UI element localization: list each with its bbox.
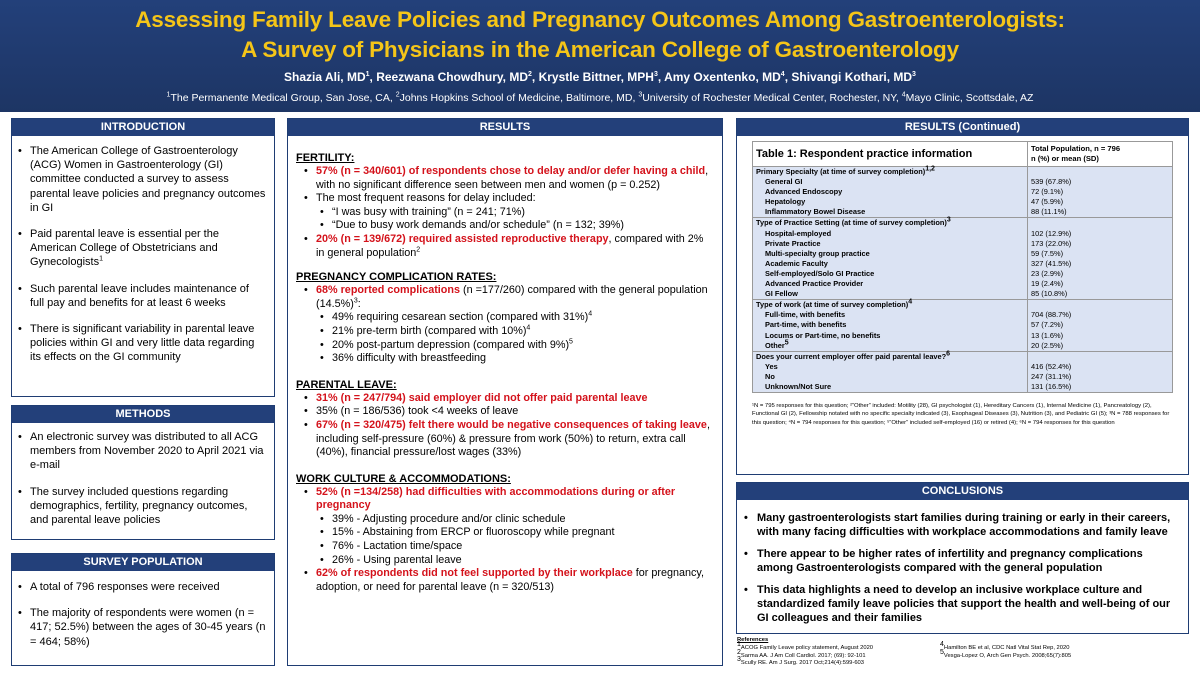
reference-item: $^3$Scully RE. Am J Surg. 2017 Oct;214(4):599-603	[737, 656, 864, 667]
table-cell-label: Advanced Practice Provider	[753, 279, 1028, 289]
reference-item: $^5$Vesga-Lopez O, Arch Gen Psych. 2008;65(7):805	[940, 648, 1072, 659]
table-cell-label: Multi-specialty group practice	[753, 249, 1028, 259]
table-row	[753, 320, 1173, 330]
table-cell-label: Hepatology	[753, 197, 1028, 207]
table-row	[753, 177, 1173, 187]
author: Shazia Ali, MD	[284, 70, 366, 84]
table-row	[753, 249, 1173, 259]
poster-header	[0, 0, 1200, 112]
list-item: • 67% (n = 320/475) felt there would be negative consequences of taking leave, including self-pressure (60%) & pressure from work (50%) to return, extra call (40%), financial pressure/lost wages (33%)	[296, 419, 714, 460]
affiliation: Johns Hopkins School of Medicine, Baltimore, MD,	[399, 92, 639, 104]
poster-title-line1: Assessing Family Leave Policies and Pregnancy Outcomes Among Gastroenterologists:	[135, 7, 1065, 32]
table-category-row	[753, 218, 1173, 229]
table-cell-value: 102 (12.9%)	[1028, 229, 1173, 239]
table-row	[753, 331, 1173, 341]
practice-info-table	[752, 141, 1173, 393]
table-cell-label: Primary Specialty (at time of survey completion)$^{1,2}$	[753, 167, 1028, 178]
table-cell-value: 59 (7.5%)	[1028, 249, 1173, 259]
list-item: • There is significant variability in parental leave policies within GI and very little data regarding its effects on the GI community	[12, 322, 266, 365]
table-cell-label: Inflammatory Bowel Disease	[753, 207, 1028, 218]
list-item: • 31% (n = 247/794) said employer did not offer paid parental leave	[296, 392, 714, 406]
table-cell-value: 416 (52.4%)	[1028, 362, 1173, 372]
table-cell-value	[1028, 351, 1173, 362]
fertility-heading: FERTILITY:	[296, 152, 355, 164]
table-row	[753, 229, 1173, 239]
table-row	[753, 207, 1173, 218]
affiliation: The Permanente Medical Group, San Jose, CA,	[170, 92, 396, 104]
list-item: • “I was busy with training” (n = 241; 71%)	[296, 206, 714, 220]
table-cell-value	[1028, 300, 1173, 311]
reference-item: $^4$Hamilton BE et al, CDC Natl Vital Stat Rep, 2020	[940, 641, 1070, 651]
list-item: • 36% difficulty with breastfeeding	[296, 352, 714, 366]
table-cell-value: 247 (31.1%)	[1028, 372, 1173, 382]
list-item: • 62% of respondents did not feel supported by their workplace for pregnancy, adoption, or need for parental leave (n = 320/513)	[296, 567, 714, 594]
affiliations-line: $^1$The Permanente Medical Group, San Jose, CA, $^2$Johns Hopkins School of Medicine, Baltimore, MD, $^3$University of Rochester Medical Center, Rochester, NY, $^4$Mayo Clinic, Scottsdale, AZ	[166, 91, 1034, 104]
list-item: • The American College of Gastroenterology (ACG) Women in Gastroenterology (GI) committee conducted a survey to assess parental leave policies and pregnancy outcomes in GI	[12, 144, 266, 215]
table-cell-value: 47 (5.9%)	[1028, 197, 1173, 207]
table-cell-label: Type of work (at time of survey completion)$^4$	[753, 300, 1028, 311]
table-cell-value: 20 (2.5%)	[1028, 341, 1173, 352]
table-cell-label: No	[753, 372, 1028, 382]
list-item: • 52% (n =134/258) had difficulties with accommodations during or after pregnancy	[296, 486, 714, 513]
table-cell-label: Type of Practice Setting (at time of survey completion)$^3$	[753, 218, 1028, 229]
table-cell-label: Self-employed/Solo GI Practice	[753, 269, 1028, 279]
conclusions-section	[736, 482, 1189, 634]
table-cell-label: Yes	[753, 362, 1028, 372]
table-row	[753, 372, 1173, 382]
list-item: • 68% reported complications (n =177/260) compared with the general population $(14.5\%)^3$:	[296, 284, 714, 311]
survey-population-heading: SURVEY POPULATION	[12, 554, 274, 571]
reference-item: $^2$Sarma AA. J Am Coll Cardiol. 2017; (69): 92-101	[737, 648, 866, 659]
introduction-heading: INTRODUCTION	[12, 119, 274, 136]
list-item: • Such parental leave includes maintenance of full pay and benefits for at least 6 weeks	[12, 282, 266, 310]
list-item: • Many gastroenterologists start families during training or early in their careers, with many facing difficulties with workplace accommodations and family leave	[737, 512, 1180, 539]
table-cell-label: Unknown/Not Sure	[753, 382, 1028, 393]
table-cell-value: 57 (7.2%)	[1028, 320, 1173, 330]
table-row	[753, 289, 1173, 300]
references-title: References	[737, 637, 769, 643]
affiliation: Mayo Clinic, Scottsdale, AZ	[905, 92, 1034, 104]
results-section	[287, 118, 723, 666]
table-row	[753, 382, 1173, 393]
survey-population-section	[11, 553, 275, 666]
list-item: • 35% (n = 186/536) took <4 weeks of leave	[296, 405, 714, 419]
table-category-row	[753, 351, 1173, 362]
table-row	[753, 269, 1173, 279]
conclusions-heading: CONCLUSIONS	[737, 483, 1188, 500]
table-cell-value: 173 (22.0%)	[1028, 239, 1173, 249]
list-item: • The most frequent reasons for delay included:	[296, 192, 714, 206]
author: Reezwana Chowdhury, MD	[376, 70, 528, 84]
list-item: • 21% pre-term birth (compared with 10%)$^4$	[296, 325, 714, 339]
table-row	[753, 259, 1173, 269]
results-continued-section	[736, 118, 1189, 475]
table-column-header: Total Population, n = 796 n (%) or mean (SD)	[1028, 142, 1173, 167]
list-item: • 20% (n = 139/672) required assisted reproductive therapy, compared with 2% in general population$^2$	[296, 233, 714, 260]
table-cell-value	[1028, 218, 1173, 229]
author: Amy Oxentenko, MD	[664, 70, 781, 84]
table-cell-label: GI Fellow	[753, 289, 1028, 300]
authors-line: Shazia Ali, $MD^1$, Reezwana Chowdhury, $MD^2$, Krystle Bittner, MPH$^3$, Amy Oxentenko, $MD^4$, Shivangi Kothari, $MD^3$	[284, 70, 916, 84]
list-item: • This data highlights a need to develop an inclusive workplace culture and standardized family leave policies that support the health and well-being of our GI colleagues and their families	[737, 584, 1180, 625]
table-row	[753, 310, 1173, 320]
list-item: • The survey included questions regarding demographics, fertility, pregnancy outcomes, and parental leave policies	[12, 485, 266, 528]
list-item: • 15% - Abstaining from ERCP or fluoroscopy while pregnant	[296, 526, 714, 540]
table-cell-label: Part-time, with benefits	[753, 320, 1028, 330]
list-item: • 26% - Using parental leave	[296, 554, 714, 568]
results-heading: RESULTS	[288, 119, 722, 136]
table-cell-label: Does your current employer offer paid parental leave?$^6$	[753, 351, 1028, 362]
list-item: • There appear to be higher rates of infertility and pregnancy complications among Gastroenterologists compared with the general population	[737, 548, 1180, 575]
table-row	[753, 341, 1173, 352]
table-cell-label: Academic Faculty	[753, 259, 1028, 269]
table-row	[753, 239, 1173, 249]
list-item: • 57% (n = 340/601) of respondents chose to delay and/or defer having a child, with no significant difference seen between men and women (p = 0.252)	[296, 165, 714, 192]
table-cell-label: Advanced Endoscopy	[753, 187, 1028, 197]
table-cell-value: 13 (1.6%)	[1028, 331, 1173, 341]
results-continued-heading: RESULTS (Continued)	[737, 119, 1188, 136]
list-item: • 49% requiring cesarean section (compared with 31%)$^4$	[296, 311, 714, 325]
list-item: • A total of 796 responses were received	[12, 580, 266, 594]
table-header-row	[753, 142, 1173, 167]
table-cell-value: 72 (9.1%)	[1028, 187, 1173, 197]
table-cell-label: Hospital-employed	[753, 229, 1028, 239]
affiliation: University of Rochester Medical Center, Rochester, NY,	[642, 92, 902, 104]
table-cell-label: Full-time, with benefits	[753, 310, 1028, 320]
table-cell-value: 19 (2.4%)	[1028, 279, 1173, 289]
table-category-row	[753, 300, 1173, 311]
table-cell-value: 539 (67.8%)	[1028, 177, 1173, 187]
parental-leave-heading: PARENTAL LEAVE:	[296, 378, 397, 391]
methods-section	[11, 405, 275, 540]
table-cell-value: 85 (10.8%)	[1028, 289, 1173, 300]
references	[737, 637, 1189, 673]
list-item: • “Due to busy work demands and/or schedule” (n = 132; 39%)	[296, 219, 714, 233]
table-cell-label: General GI	[753, 177, 1028, 187]
table-cell-value: 327 (41.5%)	[1028, 259, 1173, 269]
work-culture-heading: WORK CULTURE & ACCOMMODATIONS:	[296, 472, 511, 485]
table-cell-label: Locums or Part-time, no benefits	[753, 331, 1028, 341]
list-item: • 76% - Lactation time/space	[296, 540, 714, 554]
table-title: Table 1: Respondent practice information	[753, 142, 1028, 167]
reference-item: $^1$ACOG Family Leave policy statement, August 2020	[737, 641, 874, 651]
list-item: • Paid parental leave is essential per the American College of Obstetricians and Gynecologists$^1$	[12, 227, 266, 270]
table-cell-value: 131 (16.5%)	[1028, 382, 1173, 393]
table-row	[753, 362, 1173, 372]
table-cell-value: 23 (2.9%)	[1028, 269, 1173, 279]
list-item: • An electronic survey was distributed to all ACG members from November 2020 to April 2021 via e-mail	[12, 430, 266, 473]
table-footnote: ¹N = 795 responses for this question; ²“Other” included: Motility (28), GI psychologist (1), Hereditary Cancers (1), Internal Medicine (1), Pancreatology (2), Functional GI (2), Fellowship notated with no specific specialty indicated (3), Esophageal Diseases (3), Nutrition (3), and Pediatric GI (5); ³N = 788 responses for this question; ⁴N = 794 responses for this question; ⁵“Other” included self-employed (16) or retired (4); ⁶N = 794 responses for this question	[752, 403, 1170, 426]
table-row	[753, 187, 1173, 197]
table-row	[753, 197, 1173, 207]
table-cell-value: 88 (11.1%)	[1028, 207, 1173, 218]
table-category-row	[753, 167, 1173, 178]
table-row	[753, 279, 1173, 289]
list-item: • The majority of respondents were women (n = 417; 52.5%) between the ages of 30-45 years (n = 464; 58%)	[12, 606, 266, 649]
complications-heading: PREGNANCY COMPLICATION RATES:	[296, 271, 497, 284]
table-cell-label: Other$^5$	[753, 341, 1028, 352]
author: Shivangi Kothari, MD	[791, 70, 913, 84]
list-item: • 39% - Adjusting procedure and/or clinic schedule	[296, 513, 714, 527]
author: Krystle Bittner, MPH	[538, 70, 654, 84]
poster-title-line2: A Survey of Physicians in the American College of Gastroenterology	[241, 37, 959, 62]
table-cell-value: 704 (88.7%)	[1028, 310, 1173, 320]
list-item: • 20% post-partum depression (compared with 9%)$^5$	[296, 339, 714, 353]
table-cell-value	[1028, 167, 1173, 178]
introduction-section	[11, 118, 275, 397]
methods-heading: METHODS	[12, 406, 274, 423]
table-cell-label: Private Practice	[753, 239, 1028, 249]
